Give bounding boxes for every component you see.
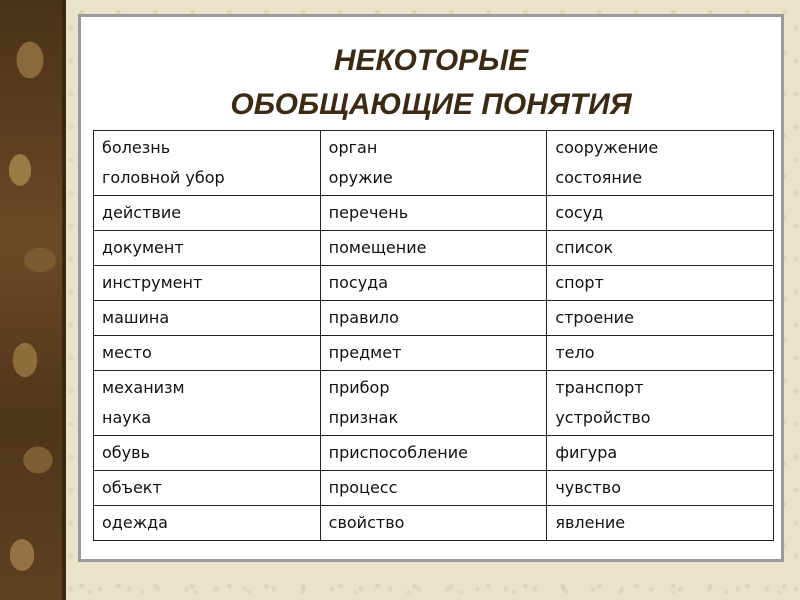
concept-term: машина — [102, 308, 170, 327]
table-cell — [320, 131, 547, 196]
concept-term: процесс — [328, 478, 398, 497]
side-strip-edge — [62, 0, 66, 600]
concept-term: свойство — [328, 513, 405, 532]
table-row — [94, 266, 774, 301]
concept-term: фигура — [555, 443, 618, 462]
concept-term: механизм — [102, 378, 185, 397]
concept-term: место — [102, 343, 152, 362]
table-cell — [320, 471, 547, 506]
decorative-side-strip — [0, 0, 62, 600]
concept-term: спорт — [555, 273, 604, 292]
title-line-2: ОБОБЩАЮЩИЕ ПОНЯТИЯ — [230, 88, 632, 121]
table-cell — [547, 231, 774, 266]
concept-term: одежда — [102, 513, 168, 532]
concept-term: строение — [555, 308, 634, 327]
table-cell — [94, 506, 321, 541]
concept-term: приспособление — [328, 443, 468, 462]
concept-term: сосуд — [555, 203, 604, 222]
concept-term: состояние — [555, 168, 643, 187]
table-cell — [547, 131, 774, 196]
table-row — [94, 231, 774, 266]
table-row — [94, 506, 774, 541]
concept-term: явление — [555, 513, 626, 532]
table-cell — [320, 371, 547, 436]
table-row — [94, 301, 774, 336]
table-cell — [320, 231, 547, 266]
table-cell — [94, 301, 321, 336]
concept-term: правило — [328, 308, 399, 327]
concept-term: посуда — [328, 273, 389, 292]
title-line-1: НЕКОТОРЫЕ — [333, 44, 529, 77]
concept-term: транспорт — [555, 378, 644, 397]
table-cell — [547, 301, 774, 336]
table-cell — [94, 336, 321, 371]
table-row — [94, 336, 774, 371]
table-cell — [547, 196, 774, 231]
concept-term: орган — [328, 138, 378, 157]
concept-term: сооружение — [555, 138, 659, 157]
table-cell — [94, 266, 321, 301]
table-row — [94, 371, 774, 436]
concept-term: прибор — [328, 378, 390, 397]
table-cell — [320, 301, 547, 336]
concept-term: документ — [102, 238, 184, 257]
table-row — [94, 196, 774, 231]
concept-term: помещение — [328, 238, 427, 257]
table-row — [94, 131, 774, 196]
table-cell — [94, 371, 321, 436]
table-row — [94, 436, 774, 471]
table-cell — [320, 506, 547, 541]
concept-term: головной убор — [102, 168, 225, 187]
table-cell — [320, 196, 547, 231]
concept-term: инструмент — [102, 273, 203, 292]
concept-term: болезнь — [102, 138, 171, 157]
concept-term: перечень — [328, 203, 409, 222]
slide-card — [78, 14, 784, 562]
table-cell — [94, 196, 321, 231]
concept-term: предмет — [328, 343, 402, 362]
table-cell — [547, 436, 774, 471]
concept-term: тело — [555, 343, 595, 362]
concept-term: признак — [328, 408, 399, 427]
table-cell — [547, 266, 774, 301]
concepts-table-body — [94, 131, 774, 541]
table-cell — [547, 506, 774, 541]
concept-term: действие — [102, 203, 182, 222]
concept-term: оружие — [328, 168, 393, 187]
table-cell — [320, 266, 547, 301]
slide-title — [81, 39, 781, 127]
concept-term: объект — [102, 478, 162, 497]
table-cell — [94, 436, 321, 471]
concept-term: список — [555, 238, 614, 257]
concept-term: наука — [102, 408, 152, 427]
table-cell — [320, 436, 547, 471]
table-cell — [94, 231, 321, 266]
table-cell — [547, 471, 774, 506]
concept-term: устройство — [555, 408, 651, 427]
concept-term: чувство — [555, 478, 621, 497]
table-cell — [320, 336, 547, 371]
concept-term: обувь — [102, 443, 150, 462]
table-cell — [547, 371, 774, 436]
table-cell — [94, 131, 321, 196]
table-cell — [94, 471, 321, 506]
concepts-table — [93, 130, 774, 541]
table-cell — [547, 336, 774, 371]
table-row — [94, 471, 774, 506]
